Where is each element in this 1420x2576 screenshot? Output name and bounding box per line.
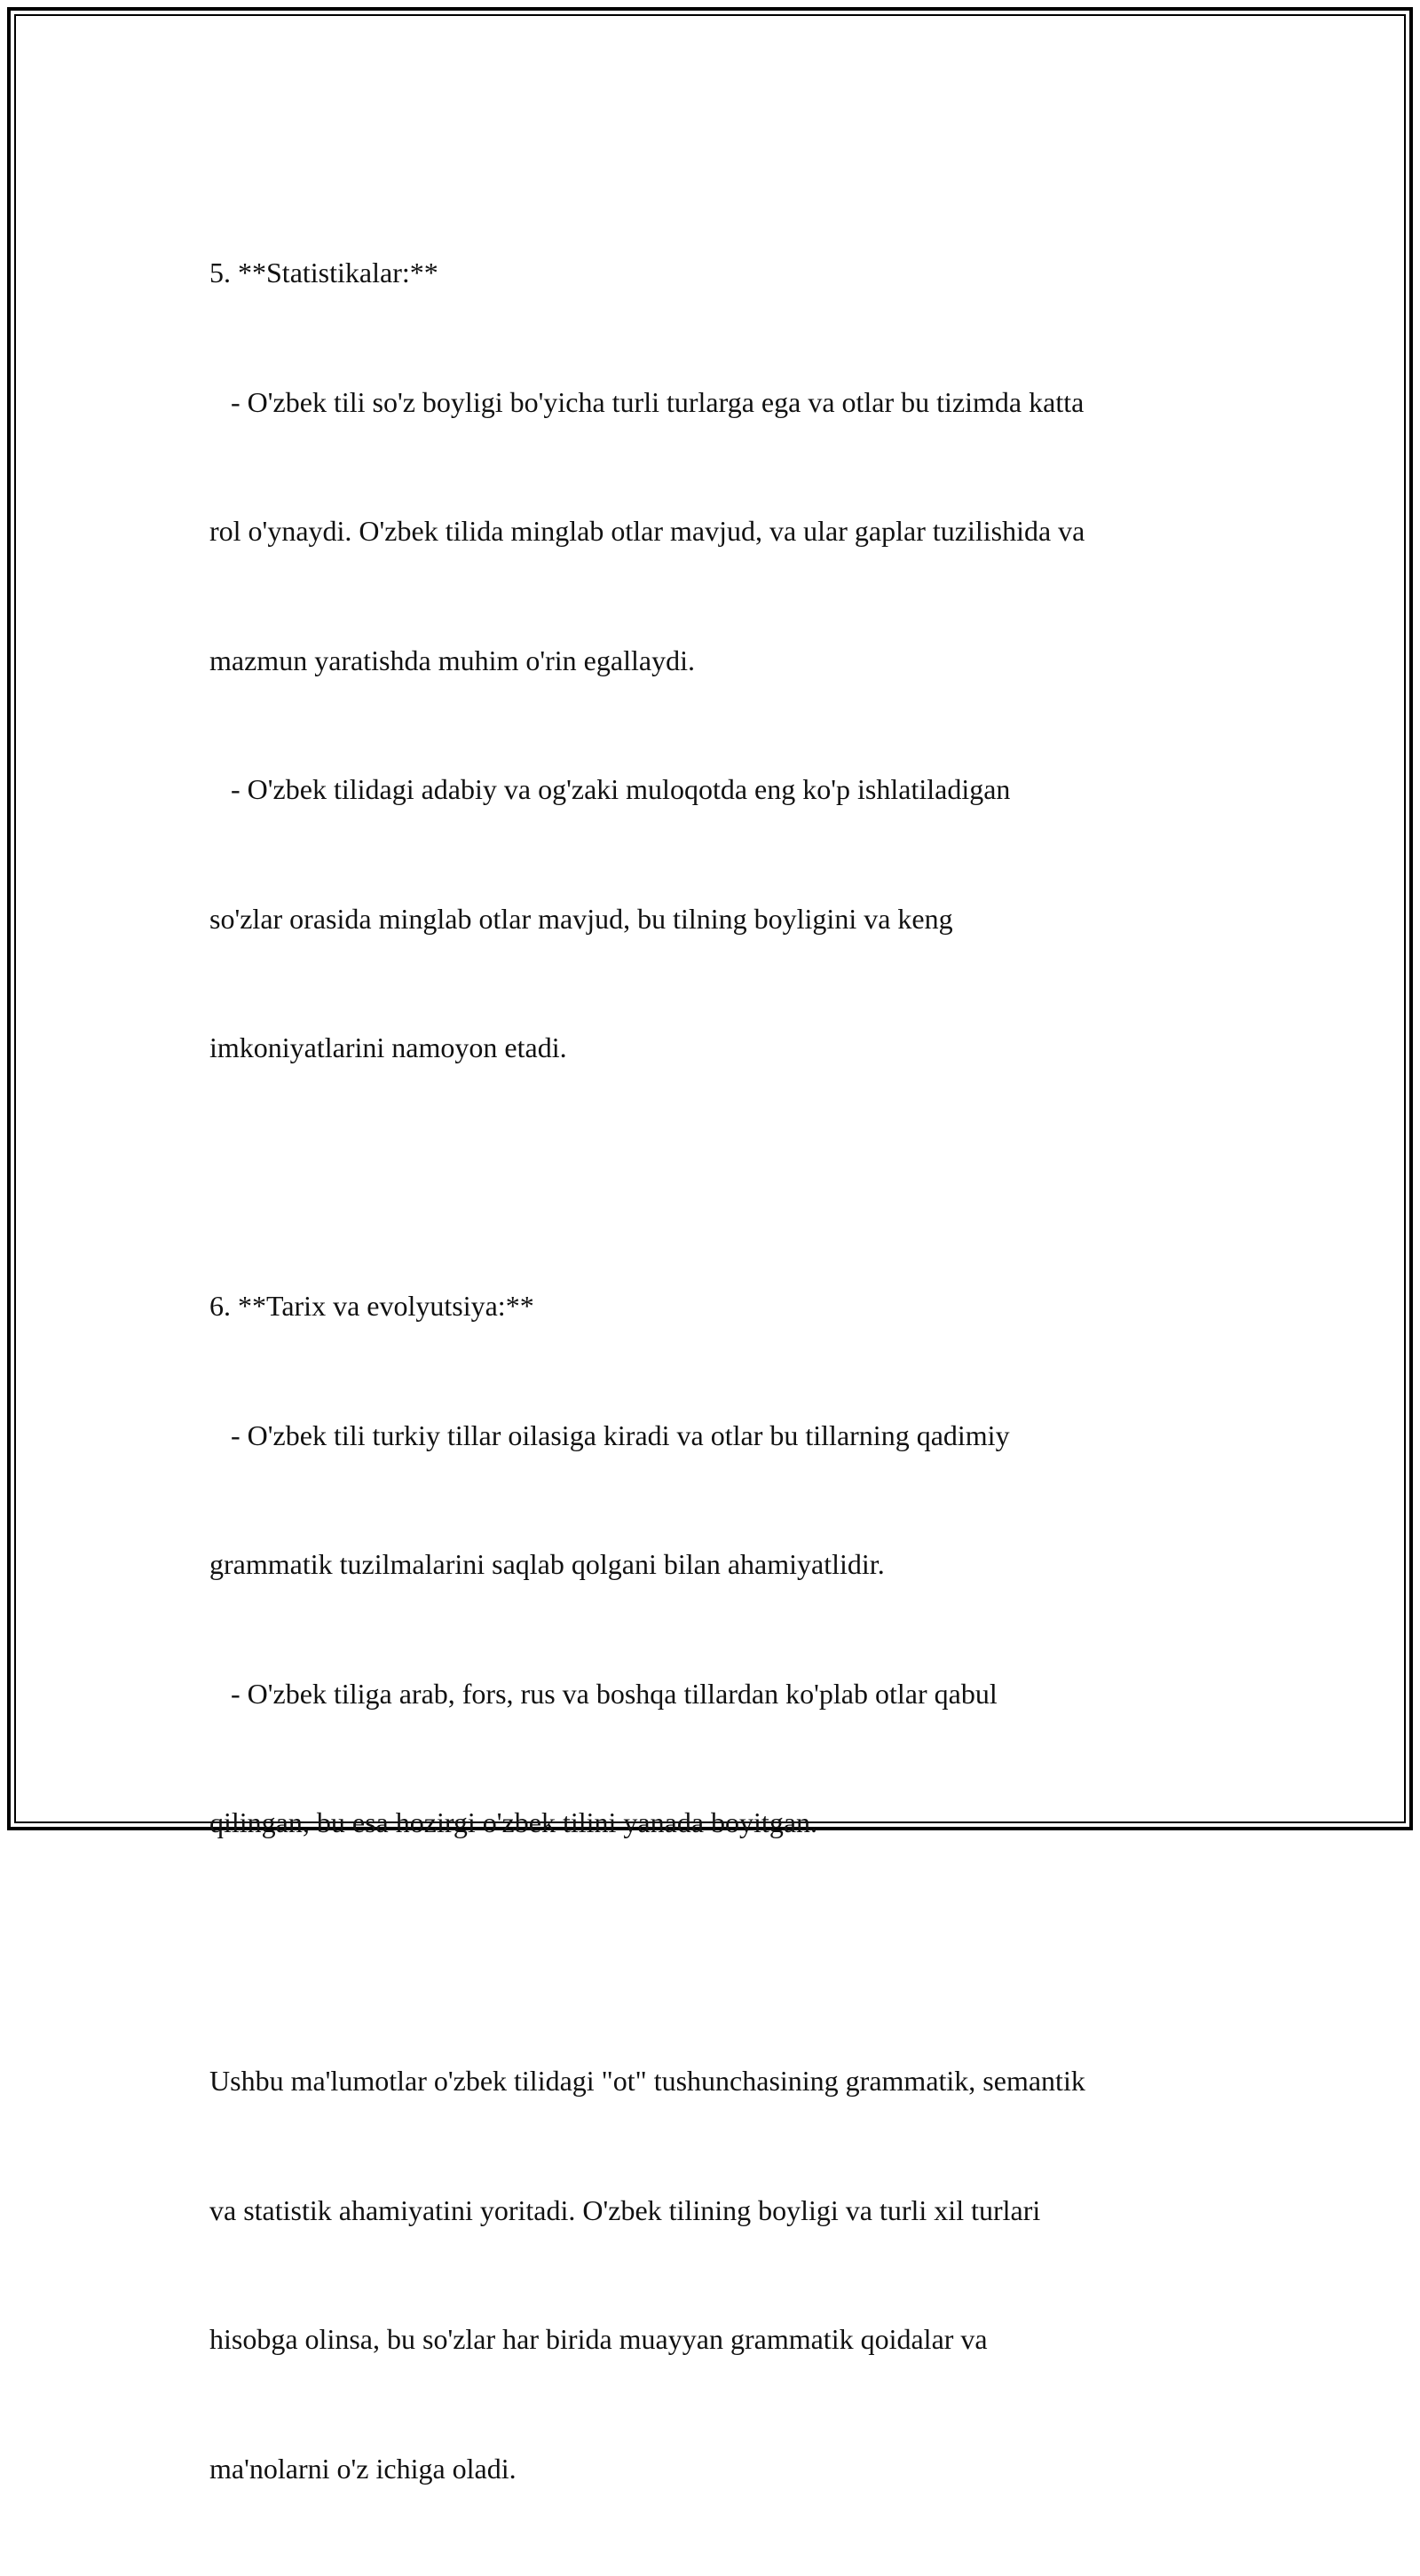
text-line: grammatik tuzilmalarini saqlab qolgani bilan ahamiyatlidir. (209, 1548, 885, 1580)
text-line: va statistik ahamiyatini yoritadi. O'zbek tilining boyligi va turli xil turlari (209, 2193, 1041, 2226)
text-line: imkoniyatlarini namoyon etadi. (209, 1031, 567, 1063)
text-line: Ushbu ma'lumotlar o'zbek tilidagi "ot" tushunchasining grammatik, semantik (209, 2065, 1085, 2097)
conclusion-paragraph (209, 1973, 1221, 2576)
text-line: hisobga olinsa, bu so'zlar har birida muayyan grammatik qoidalar va (209, 2323, 988, 2355)
paragraph-gap (209, 1156, 1221, 1199)
section-history (209, 1198, 1221, 1931)
text-line: - O'zbek tili turkiy tillar oilasiga kiradi va otlar bu tillarning qadimiy (209, 1418, 1010, 1451)
text-line: rol o'ynaydi. O'zbek tilida minglab otlar mavjud, va ular gaplar tuzilishida va (209, 515, 1085, 547)
text-line: so'zlar orasida minglab otlar mavjud, bu tilning boyligini va keng (209, 902, 953, 935)
paragraph-gap (209, 1931, 1221, 1974)
text-line: mazmun yaratishda muhim o'rin egallaydi. (209, 644, 695, 676)
section-heading: 6. **Tarix va evolyutsiya:** (209, 1290, 534, 1322)
document-body (209, 165, 1221, 2576)
text-line: - O'zbek tilidagi adabiy va og'zaki muloqotda eng ko'p ishlatiladigan (209, 773, 1011, 805)
text-line: - O'zbek tiliga arab, fors, rus va boshqa tillardan ko'plab otlar qabul (209, 1677, 998, 1710)
section-statistics (209, 165, 1221, 1156)
text-line: qilingan, bu esa hozirgi o'zbek tilini yanada boyitgan. (209, 1806, 818, 1838)
text-line: - O'zbek tili so'z boyligi bo'yicha turli turlarga ega va otlar bu tizimda katta (209, 385, 1085, 418)
text-line: ma'nolarni o'z ichiga oladi. (209, 2452, 517, 2485)
section-heading: 5. **Statistikalar:** (209, 257, 438, 288)
